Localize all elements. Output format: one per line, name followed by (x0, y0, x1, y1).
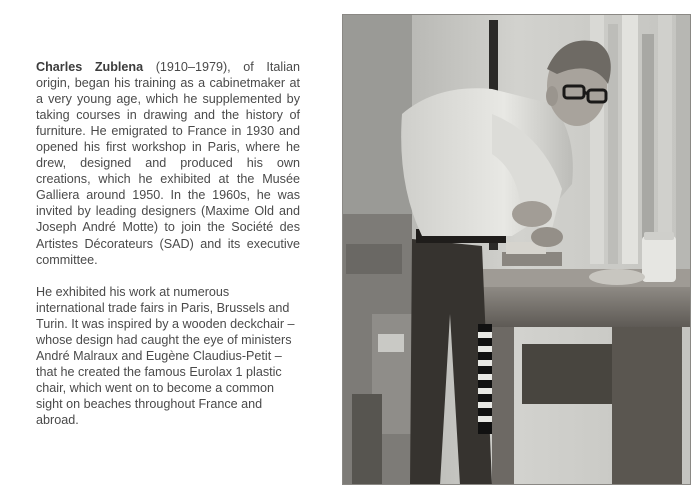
biography-paragraph (36, 59, 300, 268)
biography-text: (1910–1979), of Italian origin, began his training as a cabinetmaker at a very young age, which he supplemented by taking courses in drawing and the history of furniture. He emigrated to France in 1930 and opened his first workshop in Paris, where he drew, designed and produced his own creations, which he exhibited at the Musée Galliera around 1950. In the 1960s, he was invited by leading designers (Maxime Old and Joseph André Motte) to join the Société des Artistes Décorateurs (SAD) and its executive committee. (36, 60, 301, 267)
career-paragraph: He exhibited his work at numerous international trade fairs in Paris, Brussels and Turin. It was inspired by a wooden deckchair – whose design had caught the eye of ministers André Malraux and Eugène Claudius-Petit – that he created the famous Eurolax 1 plastic chair, which went on to become a common sight on beaches throughout France and abroad. (36, 284, 295, 427)
article-text (36, 59, 300, 428)
workshop-photo (342, 14, 691, 485)
workshop-photo-drawing (342, 14, 691, 485)
designer-name: Charles Zublena (36, 60, 144, 74)
